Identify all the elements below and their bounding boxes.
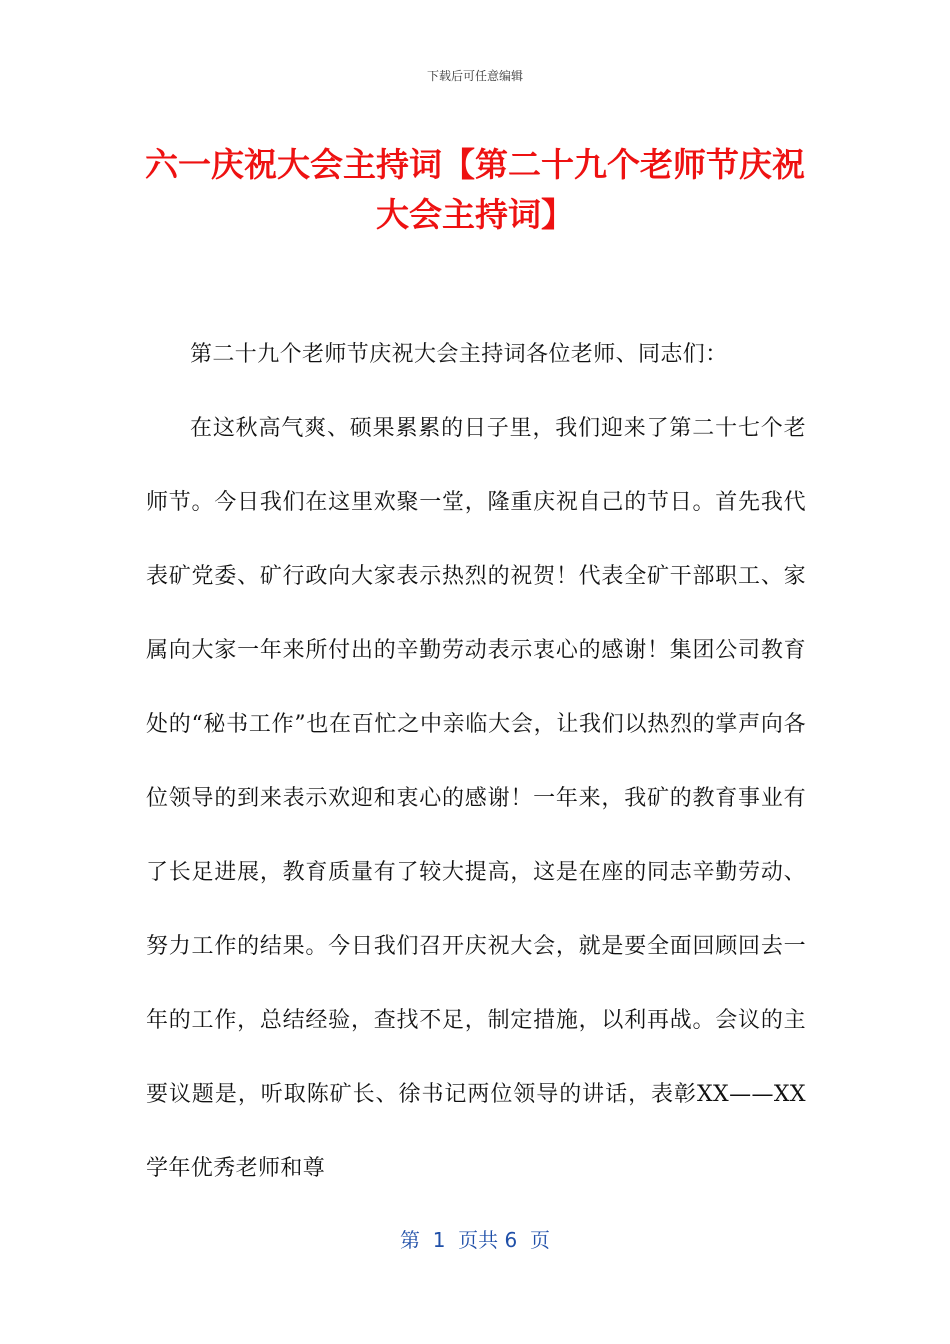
paragraph-main: 在这秋高气爽、硕果累累的日子里，我们迎来了第二十七个老师节。今日我们在这里欢聚一堂，隆重庆祝自己的节日。首先我代表矿党委、矿行政向大家表示热烈的祝贺！代表全矿干部职工、家属向大家一年来所付出的辛勤劳动表示衷心的感谢！集团公司教育处的“秘书工作”也在百忙之中亲临大会，让我们以热烈的掌声向各位领导的到来表示欢迎和衷心的感谢！一年来，我矿的教育事业有了长足进展，教育质量有了较大提高，这是在座的同志辛勤劳动、努力工作的结果。今日我们召开庆祝大会，就是要全面回顾回去一年的工作，总结经验，查找不足，制定措施，以利再战。会议的主要议题是，听取陈矿长、徐书记两位领导的讲话，表彰XX——XX学年优秀老师和尊 (146, 416, 806, 1181)
document-body (146, 318, 806, 1206)
document-title: 六一庆祝大会主持词【第二十九个老师节庆祝大会主持词】 (145, 145, 805, 234)
page-number-footer: 第 1 页共 6 页 (400, 1228, 550, 1252)
header-note: 下载后可任意编辑 (426, 69, 523, 83)
paragraph-greeting: 第二十九个老师节庆祝大会主持词各位老师、同志们： (190, 342, 728, 367)
